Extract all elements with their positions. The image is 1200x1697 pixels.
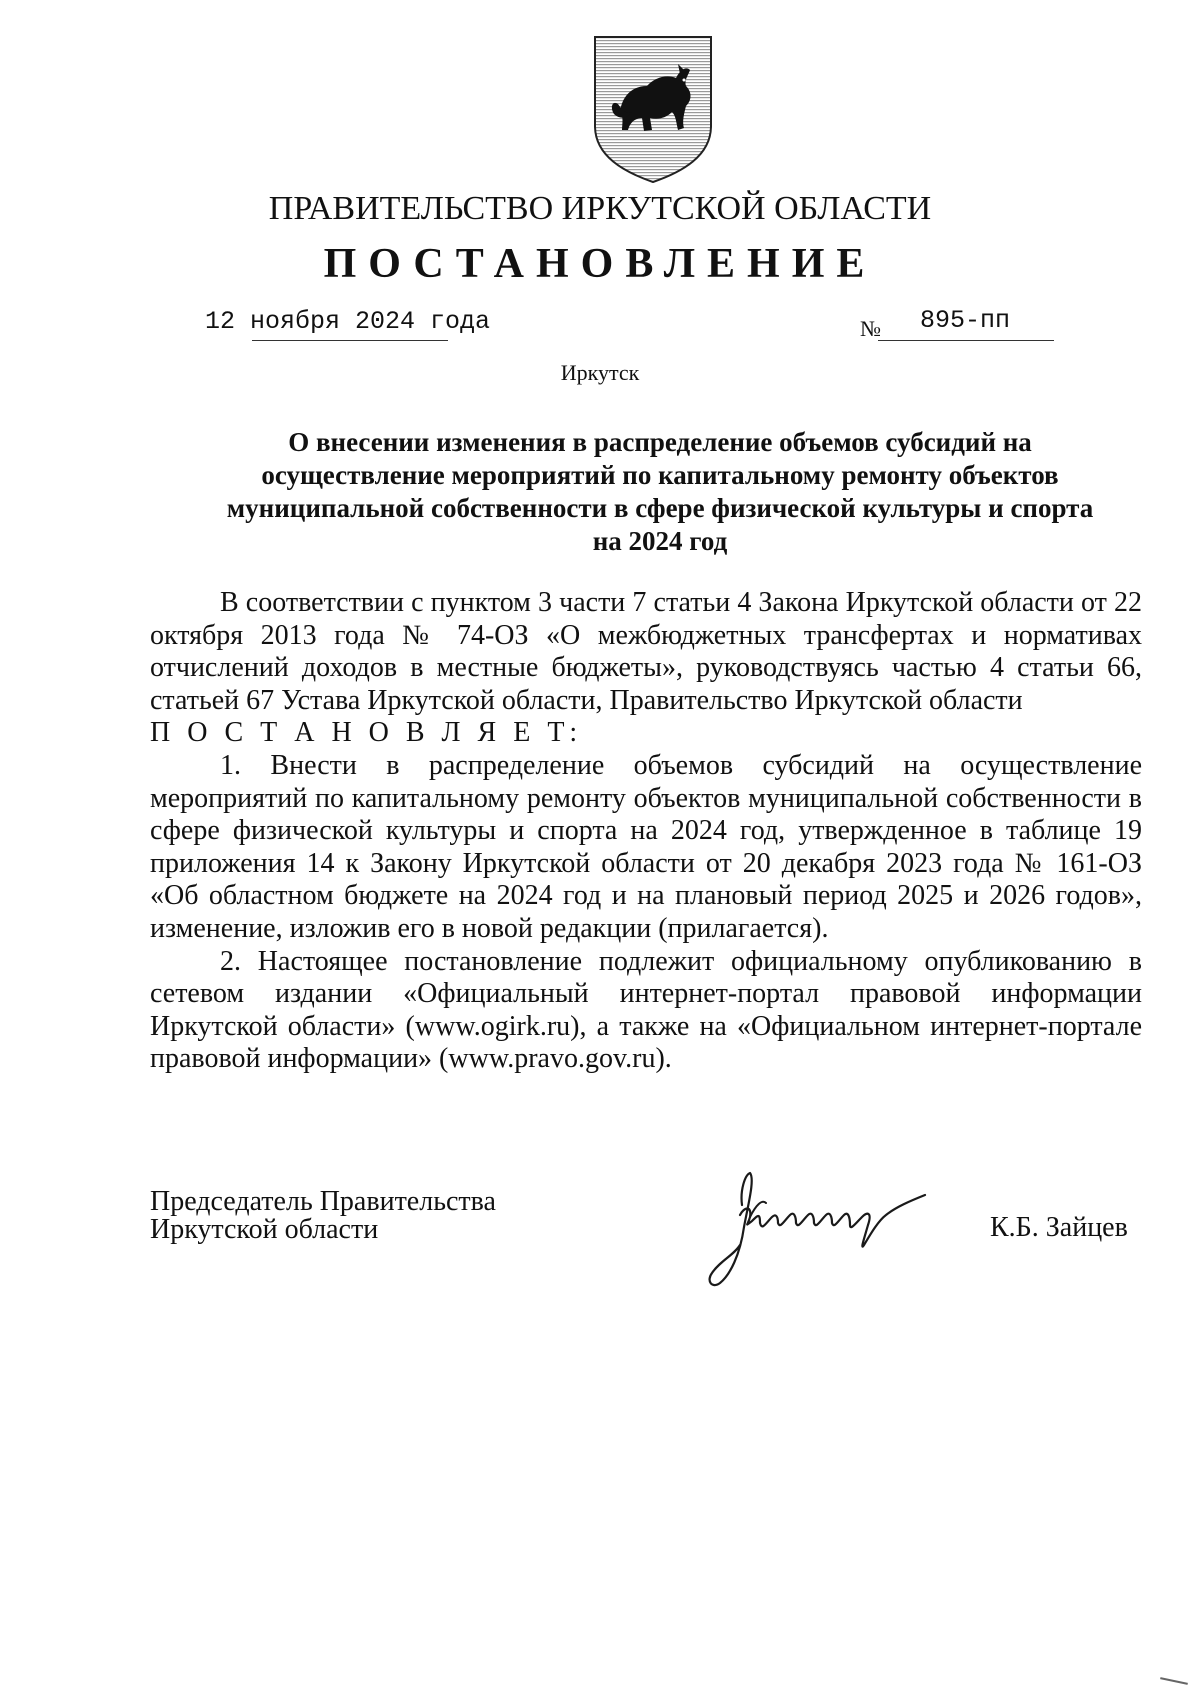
subject-line: О внесении изменения в распределение объемов субсидий на (288, 427, 1032, 457)
date-underline (252, 340, 448, 341)
subject-line: на 2024 год (592, 526, 728, 556)
government-name: ПРАВИТЕЛЬСТВО ИРКУТСКОЙ ОБЛАСТИ (268, 190, 932, 227)
scan-mark (1160, 1677, 1188, 1685)
preamble-paragraph: В соответствии с пунктом 3 части 7 статьи 4 Закона Иркутской области от 22 октября 2013 года № 74-ОЗ «О межбюджетных трансфертах и нормативах отчислений доходов в местные бюджеты», руководствуясь частью 4 статьи 66, статьей 67 Устава Иркутской области, Правительство Иркутской области (150, 587, 1142, 716)
item-paragraph-1: 1. Внести в распределение объемов субсидий на осуществление мероприятий по капитальному ремонту объектов муниципальной собственности в сфере физической культуры и спорта на 2024 год, утвержденное в таблице 19 приложения 14 к Закону Иркутской области от 20 декабря 2023 года № 161-ОЗ «Об областном бюджете на 2024 год и на плановый период 2025 и 2026 годов», изменение, изложив его в новой редакции (прилагается). (150, 749, 1142, 944)
document-date: 12 ноября 2024 года (205, 307, 491, 336)
subject-line: муниципальной собственности в сфере физической культуры и спорта (226, 493, 1094, 523)
decree-word: П О С Т А Н О В Л Я Е Т: (150, 717, 583, 749)
signer-position (150, 1188, 496, 1244)
document-body (150, 587, 1142, 1076)
number-sign: № (860, 316, 881, 341)
signer-position-line: Иркутской области (150, 1214, 379, 1245)
document-number: 895-пп (920, 306, 1011, 335)
document-type-title: ПОСТАНОВЛЕНИЕ (323, 241, 877, 287)
handwritten-signature-icon (700, 1165, 950, 1315)
signer-name: К.Б. Зайцев (990, 1212, 1128, 1243)
signer-position-line: Председатель Правительства (150, 1186, 496, 1217)
coat-of-arms-icon (592, 34, 714, 184)
document-subject (160, 426, 1160, 558)
document-city: Иркутск (560, 360, 640, 385)
number-underline (878, 340, 1054, 341)
item-paragraph-2: 2. Настоящее постановление подлежит официальному опубликованию в сетевом издании «Официальный интернет-портал правовой информации Иркутской области» (www.ogirk.ru), а также на «Официальном интернет-портале правовой информации» (www.pravo.gov.ru). (150, 945, 1142, 1075)
subject-line: осуществление мероприятий по капитальному ремонту объектов (261, 460, 1059, 490)
